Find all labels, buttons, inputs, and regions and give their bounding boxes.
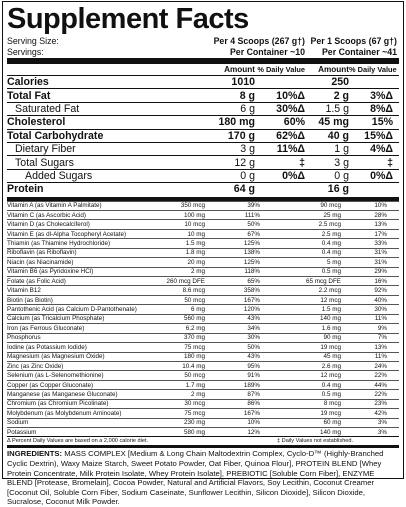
nutrient-name: Total Fat xyxy=(7,89,51,102)
vitamin-name: Iron (as Ferrous Gluconate) xyxy=(7,324,85,332)
amount-per-1-scoop: 0.4 mg xyxy=(321,381,341,389)
amount-per-1-scoop: 0.4 mg xyxy=(321,249,341,257)
dv-per-1-scoop: 4%Δ xyxy=(370,143,393,156)
footnote-row xyxy=(7,436,399,445)
amount-per-4-scoops: 170 g xyxy=(227,129,255,142)
amount-per-1-scoop: 90 mg xyxy=(323,334,341,342)
col-b-size: Per 1 Scoops (67 g†) xyxy=(310,36,397,46)
nutrient-row xyxy=(7,169,399,182)
footnote-not-established: ‡ Daily Values not established. xyxy=(277,438,354,445)
amount-per-4-scoops: 100 mg xyxy=(183,211,205,219)
dv-per-1-scoop: 44% xyxy=(374,381,387,389)
dv-per-1-scoop: 15% xyxy=(371,116,393,129)
amount-per-1-scoop: 19 mcg xyxy=(320,409,341,417)
panel-title: Supplement Facts xyxy=(7,3,249,35)
vitamin-row xyxy=(7,314,399,323)
col-a-servings: Per Container ~10 xyxy=(229,46,305,57)
header-spacer xyxy=(7,64,209,75)
amount-per-4-scoops: 350 mcg xyxy=(180,202,205,210)
amount-per-1-scoop: 140 mg xyxy=(319,315,341,323)
amount-per-4-scoops: 1.8 mg xyxy=(185,249,205,257)
amount-per-1-scoop: 1.6 mg xyxy=(321,324,341,332)
amount-per-1-scoop: 2.5 mg xyxy=(321,230,341,238)
dv-per-4-scoops: 67% xyxy=(247,230,260,238)
dv-per-1-scoop: 10% xyxy=(374,202,387,210)
dv-per-1-scoop: 29% xyxy=(374,268,387,276)
amount-per-1-scoop: 0 g xyxy=(334,169,349,182)
vitamin-name: Biotin (as Biotin) xyxy=(7,296,53,304)
nutrient-name: Cholesterol xyxy=(7,116,66,129)
dv-per-1-scoop: 24% xyxy=(374,362,387,370)
dv-per-4-scoops: 0%Δ xyxy=(282,169,305,182)
dv-per-4-scoops: 43% xyxy=(247,315,260,323)
dv-per-1-scoop: 28% xyxy=(374,211,387,219)
vitamin-row xyxy=(7,248,399,257)
amount-per-1-scoop: 2.5 mcg xyxy=(318,221,341,229)
amount-per-1-scoop: 0.5 mg xyxy=(321,390,341,398)
vitamin-row xyxy=(7,304,399,313)
dv-per-4-scoops: 120% xyxy=(243,306,260,314)
nutrient-row xyxy=(7,75,399,88)
dv-per-4-scoops: 39% xyxy=(247,202,260,210)
vitamin-name: Phosphorus xyxy=(7,334,41,342)
dv-per-4-scoops: 118% xyxy=(244,268,260,276)
dv-per-4-scoops: 87% xyxy=(247,390,260,398)
vitamin-row xyxy=(7,285,399,294)
amount-per-4-scoops: 1.5 mg xyxy=(185,239,205,247)
vitamin-name: Calcium (as Tricalcium Phosphate) xyxy=(7,315,105,323)
header-amount-a: Amount xyxy=(224,65,255,74)
amount-per-1-scoop: 25 mg xyxy=(323,211,341,219)
amount-per-1-scoop: 250 xyxy=(331,76,349,89)
amount-per-1-scoop: 2.2 mcg xyxy=(318,287,341,295)
amount-per-1-scoop: 40 g xyxy=(327,129,349,142)
ingredients-list: MASS COMPLEX [Medium & Long Chain Maltodextrin Complex, Cyclo-D™ (Highly-Branched Cyclic Dextrin), Waxy Maize Starch, Sweet Potato Powder, Oat Fiber, Quinoa Flour], PROTEIN BLEND [Whey Protein Concentrate, Milk Protein Isolate, Whey Protein Isolate], PREBIOTIC [Soluble Corn Fiber], ENZYME BLEND [Protease, Bromelain], Cocoa Powder, Natural and Artificial Flavors, Soy Lecithin, Coconut Creamer [Coconut Oil, Soluble Corn Fiber, Sodium Caseinate, Sunflower Lecithin, Silicon Dioxide], Silicon Dioxide, Sucralose, Coconut Milk Powder. xyxy=(7,449,384,507)
amount-per-4-scoops: 75 mcg xyxy=(184,343,205,351)
amount-per-1-scoop: 140 mg xyxy=(319,428,341,436)
amount-per-1-scoop: 0.5 mg xyxy=(321,268,341,276)
dv-per-1-scoop: 8%Δ xyxy=(370,102,393,115)
supplement-facts-panel xyxy=(2,1,404,507)
vitamin-row xyxy=(7,229,399,238)
nutrient-name: Saturated Fat xyxy=(15,102,80,115)
amount-per-4-scoops: 20 mg xyxy=(187,258,205,266)
vitamin-row xyxy=(7,267,399,276)
dv-per-4-scoops: 189% xyxy=(243,381,260,389)
nutrient-row xyxy=(7,102,399,115)
ingredients-text xyxy=(7,448,399,507)
dv-per-1-scoop: 13% xyxy=(374,343,387,351)
amount-per-1-scoop: 19 mcg xyxy=(320,343,341,351)
dv-per-4-scoops: 167% xyxy=(243,409,260,417)
amount-per-4-scoops: 260 mcg DFE xyxy=(166,277,205,285)
dv-per-1-scoop: 17% xyxy=(374,230,387,238)
nutrient-name: Protein xyxy=(7,183,44,196)
amount-per-1-scoop: 1.5 mg xyxy=(321,306,341,314)
vitamin-name: Vitamin E (as dl-Alpha Tocopheryl Acetate) xyxy=(7,230,127,238)
vitamin-row xyxy=(7,210,399,219)
vitamin-name: Vitamin A (as Vitamin A Palmitate) xyxy=(7,202,102,210)
amount-per-4-scoops: 8 g xyxy=(239,89,255,102)
amount-per-1-scoop: 45 mg xyxy=(323,353,341,361)
nutrient-row xyxy=(7,129,399,142)
amount-per-1-scoop: 0.4 mg xyxy=(321,239,341,247)
vitamin-row xyxy=(7,389,399,398)
vitamin-name: Manganese (as Manganese Gluconate) xyxy=(7,390,118,398)
dv-per-1-scoop: 31% xyxy=(374,258,387,266)
dv-per-1-scoop: 31% xyxy=(374,249,387,257)
header-amount-b: Amount xyxy=(318,65,349,74)
vitamin-name: Iodine (as Potassium Iodide) xyxy=(7,343,87,351)
vitamin-row xyxy=(7,295,399,304)
amount-per-4-scoops: 10 mcg xyxy=(184,221,205,229)
col-b-servings: Per Container ~41 xyxy=(321,46,397,57)
dv-per-1-scoop: 42% xyxy=(374,409,387,417)
dv-per-1-scoop: 7% xyxy=(377,334,387,342)
dv-per-1-scoop: ‡ xyxy=(387,156,393,169)
vitamin-row xyxy=(7,352,399,361)
amount-per-4-scoops: 6.2 mg xyxy=(185,324,205,332)
vitamin-mineral-table xyxy=(7,201,399,437)
amount-per-1-scoop: 90 mcg xyxy=(320,202,341,210)
dv-per-1-scoop: 3% xyxy=(377,428,387,436)
vitamin-row xyxy=(7,238,399,247)
dv-per-4-scoops: 125% xyxy=(243,239,260,247)
nutrient-row xyxy=(7,88,399,101)
dv-per-1-scoop: 13% xyxy=(374,221,387,229)
nutrient-name: Calories xyxy=(7,76,49,89)
macro-nutrient-table xyxy=(7,75,399,196)
vitamin-name: Vitamin B12 xyxy=(7,287,41,295)
vitamin-row xyxy=(7,219,399,228)
dv-per-1-scoop: 30% xyxy=(374,306,387,314)
vitamin-row xyxy=(7,323,399,332)
amount-per-1-scoop: 16 g xyxy=(327,183,349,196)
vitamin-name: Thiamin (as Thiamine Hydrochloride) xyxy=(7,239,111,247)
vitamin-name: Vitamin C (as Ascorbic Acid) xyxy=(7,211,86,219)
ingredients-label: INGREDIENTS: xyxy=(7,449,63,459)
amount-per-1-scoop: 3 g xyxy=(334,156,349,169)
dv-per-4-scoops: 86% xyxy=(247,400,260,408)
vitamin-row xyxy=(7,408,399,417)
servings-row xyxy=(7,47,399,58)
vitamin-name: Zinc (as Zinc Oxide) xyxy=(7,362,64,370)
nutrient-name: Dietary Fiber xyxy=(15,143,76,156)
vitamin-row xyxy=(7,201,399,210)
dv-per-1-scoop: 22% xyxy=(374,372,387,380)
vitamin-row xyxy=(7,361,399,370)
dv-per-4-scoops: 95% xyxy=(247,362,260,370)
dv-per-4-scoops: 43% xyxy=(247,353,260,361)
amount-per-4-scoops: 30 mcg xyxy=(184,400,205,408)
amount-per-1-scoop: 1.5 g xyxy=(325,102,349,115)
vitamin-name: Vitamin D (as Cholecalciferol) xyxy=(7,221,90,229)
amount-per-4-scoops: 50 mcg xyxy=(184,372,205,380)
dv-per-1-scoop: 33% xyxy=(374,239,387,247)
nutrient-row xyxy=(7,115,399,128)
vitamin-row xyxy=(7,333,399,342)
vitamin-row xyxy=(7,427,399,436)
dv-per-4-scoops: 50% xyxy=(247,221,260,229)
vitamin-name: Magnesium (as Magnesium Oxide) xyxy=(7,353,105,361)
amount-per-4-scoops: 6 g xyxy=(240,102,255,115)
serving-size-row xyxy=(7,36,399,47)
vitamin-row xyxy=(7,418,399,427)
amount-per-4-scoops: 12 g xyxy=(234,156,255,169)
nutrient-name: Total Sugars xyxy=(15,156,74,169)
dv-per-1-scoop: 9% xyxy=(377,324,387,332)
amount-per-4-scoops: 180 mg xyxy=(218,116,255,129)
amount-per-4-scoops: 2 mg xyxy=(191,268,205,276)
vitamin-name: Chromium (as Chromium Picolinate) xyxy=(7,400,109,408)
dv-per-4-scoops: 167% xyxy=(243,296,260,304)
vitamin-row xyxy=(7,276,399,285)
dv-per-4-scoops: 10%Δ xyxy=(276,89,305,102)
vitamin-row xyxy=(7,380,399,389)
dv-per-1-scoop: 0%Δ xyxy=(370,169,393,182)
dv-per-1-scoop: 22% xyxy=(374,390,387,398)
dv-per-4-scoops: 62%Δ xyxy=(276,129,305,142)
amount-per-4-scoops: 64 g xyxy=(233,183,255,196)
dv-per-4-scoops: 91% xyxy=(247,372,260,380)
vitamin-row xyxy=(7,399,399,408)
amount-per-4-scoops: 370 mg xyxy=(183,334,205,342)
amount-per-1-scoop: 12 mcg xyxy=(320,372,341,380)
dv-per-4-scoops: 10% xyxy=(247,419,260,427)
dv-per-1-scoop: 16% xyxy=(374,277,387,285)
amount-per-4-scoops: 10 mg xyxy=(187,230,205,238)
amount-per-4-scoops: 50 mcg xyxy=(184,296,205,304)
nutrient-name: Added Sugars xyxy=(25,169,93,182)
amount-per-1-scoop: 1 g xyxy=(334,143,349,156)
amount-per-4-scoops: 0 g xyxy=(240,169,255,182)
nutrient-row xyxy=(7,182,399,195)
amount-per-4-scoops: 2 mg xyxy=(191,390,205,398)
dv-per-4-scoops: 11%Δ xyxy=(276,143,305,156)
vitamin-name: Selenium (as L-Selenomethionine) xyxy=(7,372,104,380)
header-dv-a: % Daily Value xyxy=(257,65,305,74)
amount-per-4-scoops: 230 mg xyxy=(183,419,205,427)
header-dv-b: % Daily Value xyxy=(349,65,397,74)
amount-per-4-scoops: 580 mg xyxy=(183,428,205,436)
vitamin-name: Folate (as Folic Acid) xyxy=(7,277,66,285)
amount-per-4-scoops: 6 mg xyxy=(191,306,205,314)
dv-per-4-scoops: 60% xyxy=(283,116,305,129)
dv-per-4-scoops: 65% xyxy=(247,277,260,285)
serving-size-label: Serving Size: xyxy=(7,36,59,46)
amount-per-4-scoops: 1.7 mg xyxy=(185,381,205,389)
dv-per-1-scoop: 15%Δ xyxy=(364,129,393,142)
dv-per-4-scoops: 50% xyxy=(247,343,260,351)
nutrient-row xyxy=(7,142,399,155)
amount-per-4-scoops: 3 g xyxy=(240,143,255,156)
amount-per-1-scoop: 5 mg xyxy=(327,258,341,266)
vitamin-row xyxy=(7,342,399,351)
dv-per-1-scoop: 11% xyxy=(374,315,387,323)
dv-per-4-scoops: ‡ xyxy=(299,156,305,169)
dv-per-4-scoops: 138% xyxy=(243,249,260,257)
amount-per-4-scoops: 560 mg xyxy=(183,315,205,323)
dv-per-4-scoops: 111% xyxy=(244,211,260,219)
dv-per-1-scoop: 92% xyxy=(374,287,387,295)
amount-per-1-scoop: 65 mcg DFE xyxy=(306,277,341,285)
amount-per-1-scoop: 60 mg xyxy=(323,419,341,427)
vitamin-row xyxy=(7,257,399,266)
vitamin-row xyxy=(7,370,399,379)
amount-per-1-scoop: 8 mcg xyxy=(323,400,341,408)
column-header-row xyxy=(7,64,399,75)
vitamin-name: Niacin (as Niacinamide) xyxy=(7,258,74,266)
dv-per-1-scoop: 40% xyxy=(374,296,387,304)
amount-per-4-scoops: 180 mg xyxy=(183,353,205,361)
dv-per-4-scoops: 125% xyxy=(243,258,260,266)
vitamin-name: Vitamin B6 (as Pyridoxine HCl) xyxy=(7,268,94,276)
dv-per-1-scoop: 3%Δ xyxy=(370,89,393,102)
amount-per-1-scoop: 2 g xyxy=(333,89,349,102)
col-a-size: Per 4 Scoops (267 g†) xyxy=(213,36,305,46)
dv-per-4-scoops: 358% xyxy=(243,287,260,295)
vitamin-name: Copper (as Copper Gluconate) xyxy=(7,381,94,389)
amount-per-1-scoop: 2.6 mg xyxy=(321,362,341,370)
footnote-dv: Δ Percent Daily Values are based on a 2,000 calorie diet. xyxy=(7,438,149,445)
vitamin-name: Potassium xyxy=(7,428,37,436)
dv-per-1-scoop: 23% xyxy=(374,400,387,408)
vitamin-name: Pantothenic Acid (as Calcium D-Pantothenate) xyxy=(7,306,137,314)
amount-per-4-scoops: 10.4 mg xyxy=(182,362,205,370)
vitamin-name: Riboflavin (as Riboflavin) xyxy=(7,249,77,257)
nutrient-name: Total Carbohydrate xyxy=(7,129,104,142)
dv-per-4-scoops: 34% xyxy=(247,324,260,332)
amount-per-4-scoops: 8.6 mcg xyxy=(182,287,205,295)
amount-per-1-scoop: 12 mcg xyxy=(320,296,341,304)
dv-per-4-scoops: 30% xyxy=(247,334,260,342)
vitamin-name: Sodium xyxy=(7,419,29,427)
vitamin-name: Molybdenum (as Molybdenum Aminoate) xyxy=(7,409,122,417)
amount-per-4-scoops: 75 mcg xyxy=(184,409,205,417)
dv-per-4-scoops: 12% xyxy=(247,428,260,436)
dv-per-4-scoops: 30%Δ xyxy=(276,102,305,115)
dv-per-1-scoop: 11% xyxy=(374,353,387,361)
dv-per-1-scoop: 3% xyxy=(377,419,387,427)
amount-per-1-scoop: 45 mg xyxy=(318,116,349,129)
servings-label: Servings: xyxy=(7,46,44,57)
amount-per-4-scoops: 1010 xyxy=(231,76,255,89)
nutrient-row xyxy=(7,155,399,168)
